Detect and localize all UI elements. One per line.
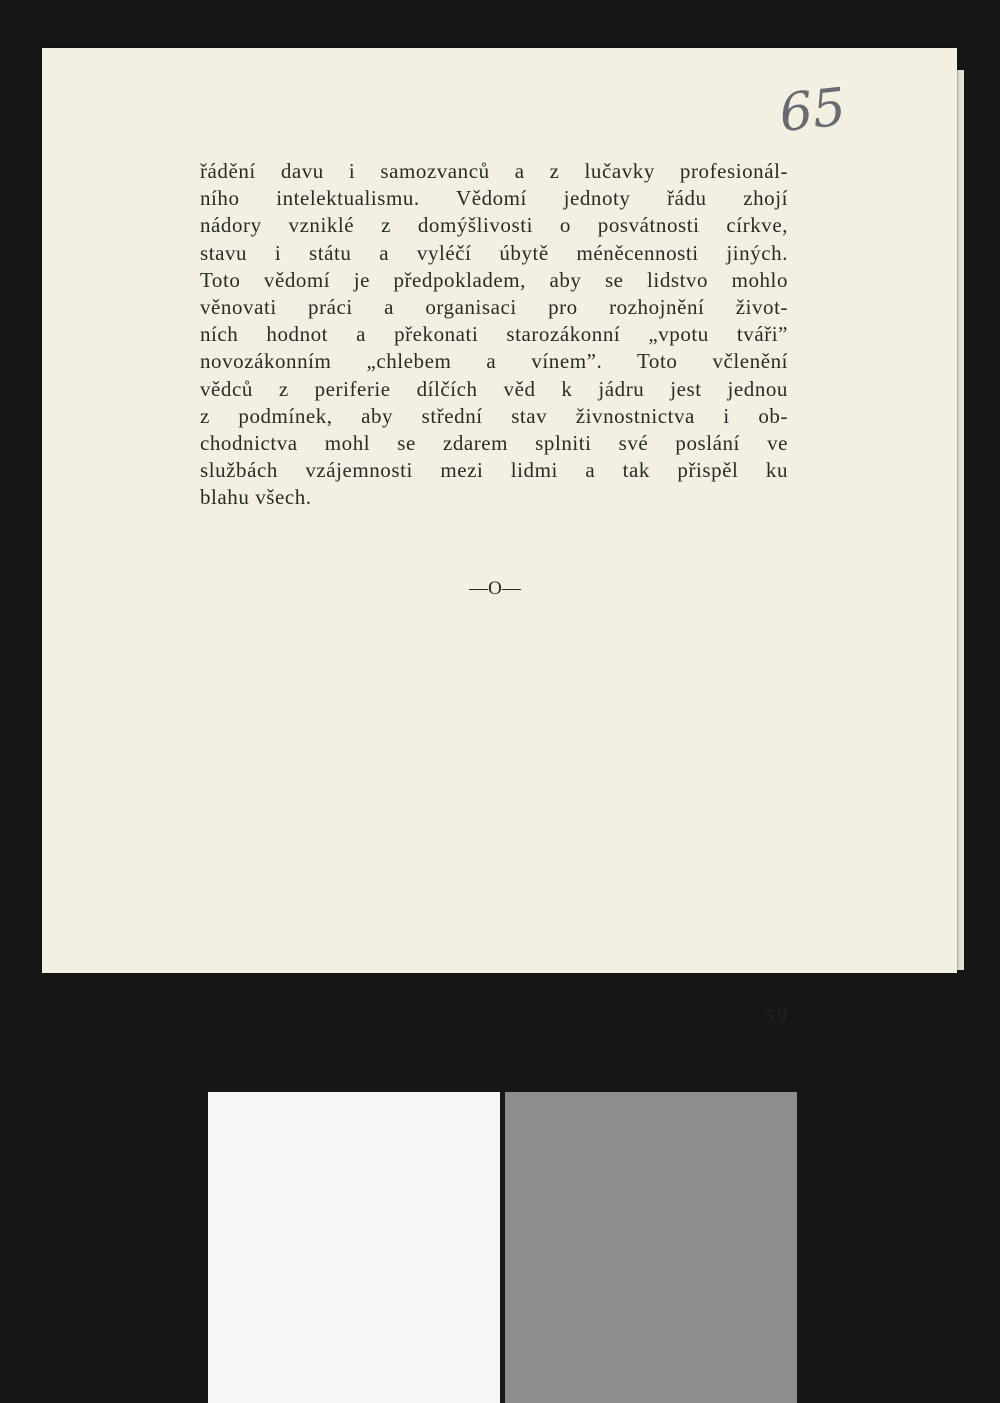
text-line: nádory vzniklé z domýšlivosti o posvátnosti církve,	[200, 213, 788, 238]
text-line: z podmínek, aby střední stav živnostnictva i ob-	[200, 403, 788, 428]
text-line: řádění davu i samozvanců a z lučavky profesionál-	[200, 159, 788, 183]
text-line: chodnictva mohl se zdarem splniti své poslání ve	[200, 431, 788, 456]
text-line: Toto vědomí je předpokladem, aby se lidstvo mohlo	[200, 267, 788, 292]
text-line: službách vzájemnosti mezi lidmi a tak přispěl ku	[200, 458, 788, 483]
handwritten-page-number: 65	[776, 77, 849, 145]
text-line: věnovati práci a organisaci pro rozhojnění život-	[200, 295, 788, 320]
text-line: blahu všech.	[200, 485, 312, 510]
section-separator: —O—	[469, 578, 521, 599]
text-line: novozákonním „chlebem a vínem”. Toto včlenění	[200, 349, 788, 374]
body-text	[200, 158, 788, 512]
text-line: stavu i státu a vyléčí úbytě méněcennosti jiných.	[200, 240, 788, 265]
text-line: ního intelektualismu. Vědomí jednoty řádu zhojí	[200, 186, 788, 211]
color-calibration-gray	[505, 1092, 797, 1403]
color-calibration-white	[208, 1092, 500, 1403]
text-line: vědců z periferie dílčích věd k jádru jest jednou	[200, 376, 788, 401]
text-line: ních hodnot a překonati starozákonní „vpotu tváři”	[200, 322, 788, 347]
page-number: 59	[764, 1005, 790, 1027]
